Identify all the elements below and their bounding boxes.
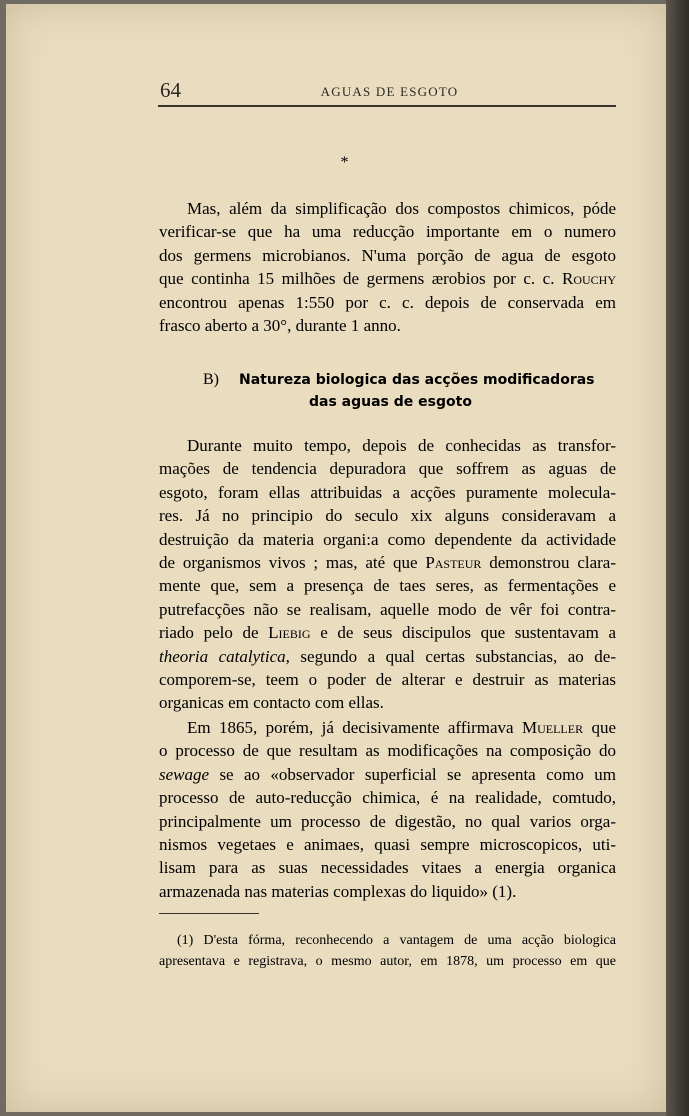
footnote-line: (1) D'esta fórma, reconhecendo a vantagem de uma acção biologica [177, 933, 616, 948]
footnote-rule [159, 913, 259, 914]
author-pasteur: Pasteur [425, 553, 482, 573]
header-rule [158, 105, 616, 107]
paragraph-mueller: Em 1865, porém, já decisivamente affirmava Mueller que o processo de que resultam as modificações na composição do sewage se ao «observador superficial se apresenta como um processo de auto-reducção chimica, é na realidade, comtudo, principalmente um processo de digestão, no qual varios orga- nismos vegetaes e animaes, quasi sempre microscopicos, uti- lisam para as suas necessidades vitaes a energia organica armazenada nas materias complexas do liquido» (1). [159, 718, 617, 901]
author-rouchy: Rouchy [561, 269, 616, 289]
section-title-line1: Natureza biologica das acções modificadoras [239, 372, 595, 388]
footnote [159, 930, 616, 972]
section-separator: * [340, 154, 349, 171]
author-liebig: Liebig [268, 623, 311, 643]
italic-theoria-catalytica: theoria catalytica, [159, 646, 290, 666]
paragraph-simplificacao: Mas, além da simplificação dos compostos chimicos, póde verificar-se que ha uma reducção importante em o numero dos germens microbianos. N'uma porção de agua de esgoto que continha 15 milhões de germens ærobios por c. c. Rouchy encontrou apenas 1:550 por c. c. depois de conservada em frasco aberto a 30°, durante 1 anno. [159, 199, 616, 336]
footnote-line: apresentava e registrava, o mesmo autor, em 1878, um processo em que [159, 954, 616, 969]
italic-sewage: sewage [159, 764, 210, 784]
paragraph-natureza: Durante muito tempo, depois de conhecidas as transfor- mações de tendencia depuradora que soffrem as aguas de esgoto, foram ellas attribuidas a acções puramente molecula- res. Já no principio do seculo xix alguns consideravam a destruição da materia organi:a como dependente da actividade de organismos vivos ; mas, até que Pasteur demonstrou clara- mente que, sem a presença de taes seres, as fermentações e putrefacções não se realisam, aquelle modo de vêr foi contra- riado pelo de Liebig e de seus discipulos que sustentavam a theoria catalytica, segundo a qual certas substancias, ao de- comporem-se, teem o poder de alterar e destruir as materias organicas em contacto com ellas. [159, 436, 617, 713]
author-mueller: Mueller [521, 718, 584, 737]
section-title-line2: das aguas de esgoto [309, 394, 472, 410]
page-header [158, 78, 621, 108]
running-title: AGUAS DE ESGOTO [320, 84, 459, 99]
page-number: 64 [160, 78, 181, 102]
section-letter: B) [203, 371, 219, 388]
